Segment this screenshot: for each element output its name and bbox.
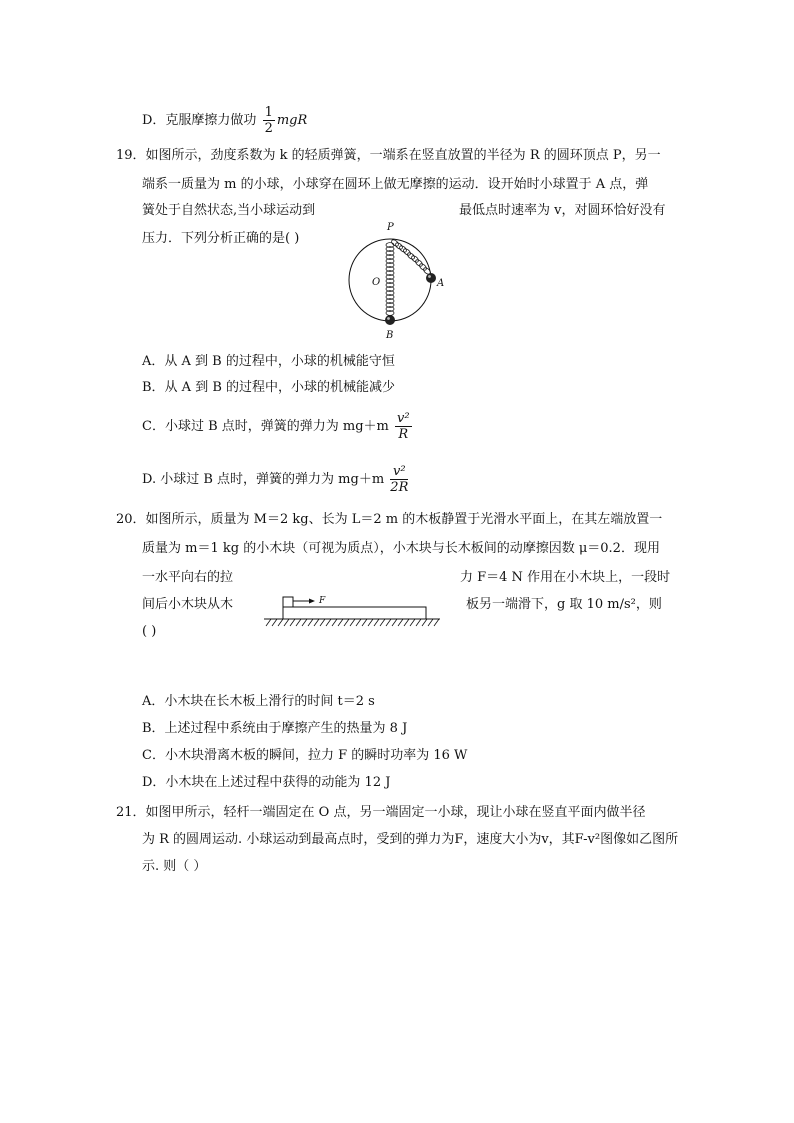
fraction-v2-over-r: $\frac{\text{v²}}{R}$	[397, 411, 410, 442]
q19-stem-line3a: 簧处于自然状态,当小球运动到	[142, 203, 316, 218]
q19-stem-line3b: 最低点时速率为 v，对圆环恰好没有	[459, 203, 666, 218]
fraction-v2-over-2r: $\frac{\text{v²}}{2R}$	[390, 464, 409, 495]
diagonal-spring	[390, 239, 431, 276]
small-block	[283, 597, 293, 607]
q19-stem-line2: 端系一质量为 m 的小球，小球穿在圆环上做无摩擦的运动．设开始时小球置于 A 点，弹	[142, 177, 649, 192]
q19-option-c-label: C．小球过 B 点时，弹簧的弹力为 mg＋m	[142, 419, 389, 434]
q21-stem-line2: 为 R 的圆周运动. 小球运动到最高点时，受到的弹力为F，速度大小为v，其F-v²图像如乙图所	[142, 832, 679, 847]
q19-stem-line1: 19．如图所示，劲度系数为 k 的轻质弹簧，一端系在竖直放置的半径为 R 的圆环顶点 P，另一	[116, 148, 661, 163]
q21-stem-line3: 示. 则（ ）	[142, 859, 207, 874]
label-p: P	[387, 222, 394, 233]
force-arrow-head	[309, 599, 315, 604]
q19-option-b: B．从 A 到 B 的过程中，小球的机械能减少	[142, 380, 396, 395]
ground-hatching	[266, 619, 439, 626]
q21-stem-line1: 21．如图甲所示，轻杆一端固定在 O 点，另一端固定一小球，现让小球在竖直平面内做半径	[116, 805, 646, 820]
q18-option-d-label: D．克服摩擦力做功	[142, 113, 257, 128]
label-b: B	[386, 330, 394, 341]
fraction-one-half: $\frac{1}{2}$	[264, 105, 273, 136]
q19-option-a: A．从 A 到 B 的过程中，小球的机械能守恒	[142, 354, 395, 369]
q20-stem-line2: 质量为 m＝1 kg 的小木块（可视为质点），小木块与长木板间的动摩擦因数 μ＝0.2．现用	[142, 541, 660, 556]
q20-stem-line3b: 力 F＝4 N 作用在小木块上，一段时	[460, 570, 671, 585]
q20-stem-line1: 20．如图所示，质量为 M＝2 kg、长为 L＝2 m 的木板静置于光滑水平面上，在其左端放置一	[116, 512, 663, 527]
long-board	[283, 607, 426, 619]
vertical-spring	[386, 243, 394, 316]
q19-option-d-label: D. 小球过 B 点时，弹簧的弹力为 mg＋m	[142, 472, 385, 487]
q19-ring-spring-figure	[340, 218, 450, 342]
q20-board-block-figure	[262, 593, 442, 631]
ball-at-b-highlight	[387, 317, 390, 320]
label-a: A	[437, 278, 445, 289]
q19-stem-line4: 压力．下列分析正确的是( )	[142, 231, 300, 246]
q20-option-a: A．小木块在长木板上滑行的时间 t＝2 s	[142, 694, 375, 709]
q20-stem-line5: ( )	[142, 624, 157, 639]
ball-at-a-highlight	[428, 275, 431, 278]
q20-stem-line4a: 间后小木块从木	[142, 597, 234, 612]
ball-at-a	[426, 273, 436, 283]
q20-stem-line4b: 板另一端滑下，g 取 10 m/s²，则	[466, 597, 662, 612]
label-o: O	[372, 277, 381, 288]
q19-option-d	[142, 464, 410, 495]
label-f: F	[319, 596, 326, 606]
ball-at-b	[385, 315, 395, 325]
q20-stem-line3a: 一水平向右的拉	[142, 570, 234, 585]
q20-option-d: D．小木块在上述过程中获得的动能为 12 J	[142, 775, 391, 790]
q18-option-d	[142, 105, 307, 136]
q20-option-c: C．小木块滑离木板的瞬间，拉力 F 的瞬时功率为 16 W	[142, 748, 468, 763]
q20-option-b: B．上述过程中系统由于摩擦产生的热量为 8 J	[142, 721, 408, 736]
q19-option-c	[142, 411, 414, 442]
q18-option-d-tail: mgR	[276, 113, 308, 128]
